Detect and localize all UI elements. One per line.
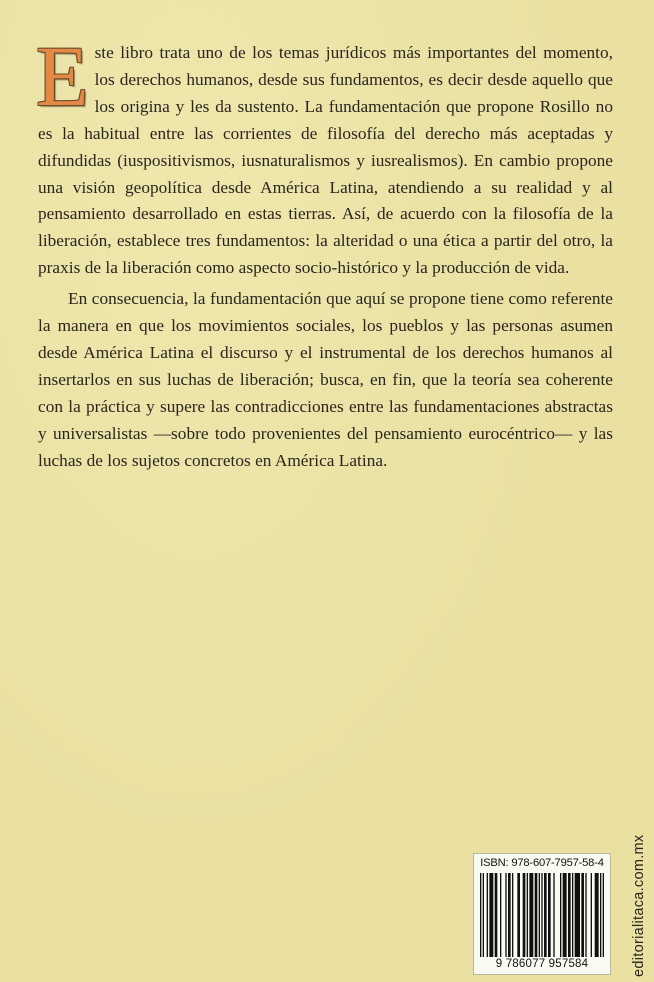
barcode-bar xyxy=(480,873,481,957)
barcode-bar xyxy=(544,873,547,957)
barcode-bar xyxy=(548,873,551,957)
barcode-bar xyxy=(585,873,586,957)
isbn-label: ISBN: 978-607-7957-58-4 xyxy=(480,857,604,869)
barcode-bar xyxy=(523,873,526,957)
barcode-bar xyxy=(603,873,604,957)
barcode-bar xyxy=(539,873,540,957)
barcode-bar xyxy=(560,873,561,957)
barcode-bar xyxy=(572,873,573,957)
barcode-bars xyxy=(480,873,604,957)
drop-cap: E xyxy=(36,28,89,124)
barcode-bar xyxy=(487,873,488,957)
barcode-bar xyxy=(508,873,511,957)
barcode-bar xyxy=(600,873,601,957)
publisher-website: editorialitaca.com.mx xyxy=(631,834,647,977)
barcode-digits: 9 786077 957584 xyxy=(495,958,589,970)
paragraph-1-text: ste libro trata uno de los temas jurídicos más importantes del momento, los derechos humanos, desde sus fundamentos, es decir desde aquello que los origina y les da sustento. La fundamentación que propone Rosillo no es la habitual entre las corrientes de filosofía del derecho más aceptadas y difundidas (iuspositivismos, iusnaturalismos y iusrealismos). En cambio propone una visión geopolítica desde América Latina, atendiendo a su realidad y al pensamiento desarrollado en estas tierras. Así, de acuerdo con la filosofía de la liberación, establece tres fundamentos: la alteridad o una ética a partir del otro, la praxis de la liberación como aspecto socio-histórico y la producción de vida. xyxy=(38,43,613,278)
barcode-bar xyxy=(591,873,592,957)
barcode-bar xyxy=(483,873,484,957)
barcode-bar xyxy=(489,873,493,957)
barcode-bar xyxy=(517,873,520,957)
barcode-bar xyxy=(529,873,533,957)
paragraph-1 xyxy=(36,28,613,282)
barcode-bar xyxy=(495,873,498,957)
barcode-bar xyxy=(553,873,554,957)
barcode-bar xyxy=(527,873,528,957)
barcode-bar xyxy=(568,873,571,957)
barcode-bar xyxy=(575,873,580,957)
barcode-bar xyxy=(581,873,584,957)
barcode-bar xyxy=(563,873,567,957)
barcode-bar xyxy=(541,873,542,957)
blurb-text xyxy=(36,28,613,475)
paragraph-2: En consecuencia, la fundamentación que aquí se propone tiene como referente la manera en que los movimientos sociales, los pueblos y las personas asumen desde América Latina el discurso y el instrumental de los derechos humanos al insertarlos en sus luchas de liberación; busca, en fin, que la teoría sea coherente con la práctica y supere las contradicciones entre las fundamentaciones abstractas y universalistas —sobre todo provenientes del pensamiento eurocéntrico— y las luchas de los sujetos concretos en América Latina. xyxy=(38,289,613,470)
barcode-bar xyxy=(595,873,599,957)
barcode-bar xyxy=(505,873,506,957)
barcode-bar xyxy=(500,873,501,957)
isbn-barcode xyxy=(473,853,611,975)
barcode-bar xyxy=(512,873,513,957)
barcode-bar xyxy=(535,873,538,957)
